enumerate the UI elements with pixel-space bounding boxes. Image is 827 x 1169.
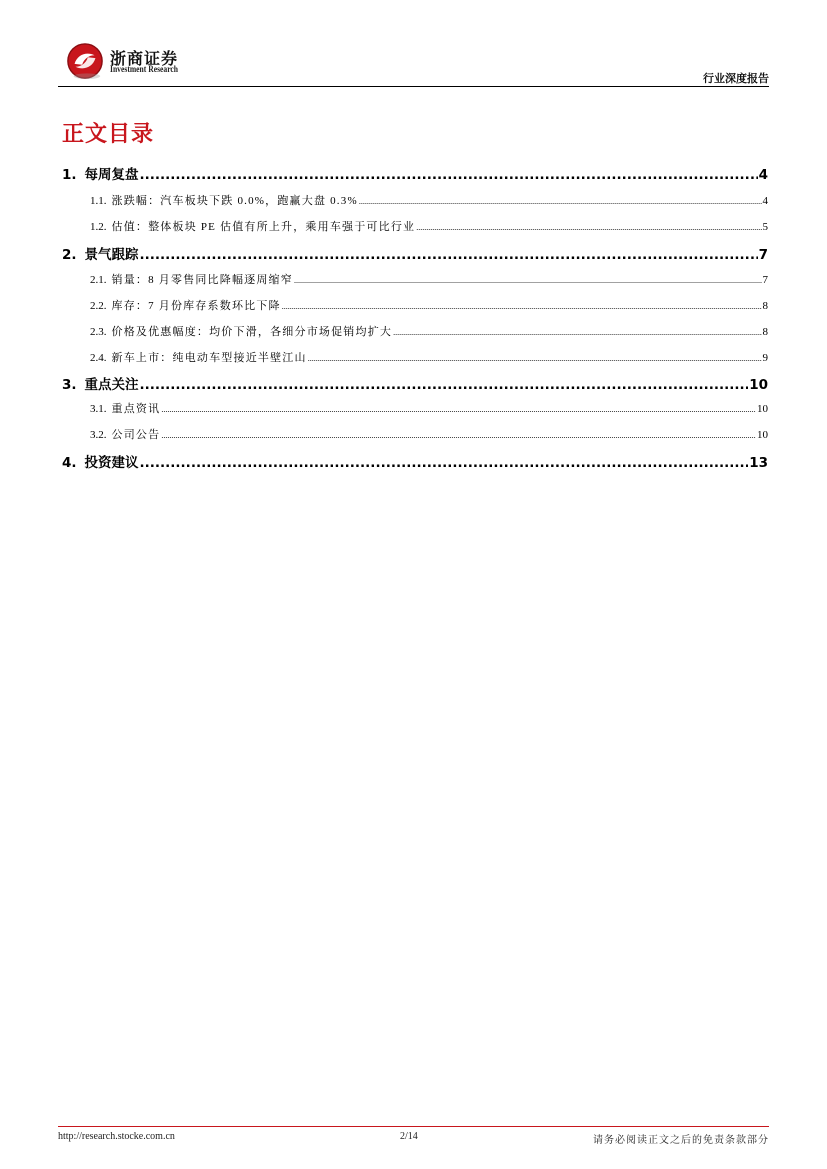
page-header [58, 36, 769, 88]
toc-text: 涨跌幅：汽车板块下跌 0.0%，跑赢大盘 0.3% [111, 195, 358, 207]
toc-entry-2-3[interactable] [62, 323, 768, 339]
toc-entry-3[interactable] [62, 373, 768, 393]
toc-entry-1-2[interactable] [62, 218, 768, 234]
brand-name-en: Investment Research [110, 65, 179, 75]
toc-leader [393, 326, 761, 338]
toc-leader [140, 377, 749, 393]
toc-text: 景气跟踪 [84, 247, 139, 263]
company-logo-icon [66, 42, 104, 80]
toc-page: 7 [762, 274, 768, 286]
toc-leader [140, 455, 749, 471]
footer-disclaimer-note: 请务必阅读正文之后的免责条款部分 [593, 1135, 769, 1146]
toc-entry-2[interactable] [62, 243, 768, 263]
toc-leader [161, 429, 756, 441]
toc-entry-1-1[interactable] [62, 192, 768, 208]
toc-page: 10 [757, 403, 768, 415]
toc-text: 公司公告 [111, 429, 161, 441]
toc-page: 4 [758, 167, 768, 183]
footer-url[interactable]: http://research.stocke.com.cn [58, 1131, 175, 1142]
toc-entry-3-1[interactable] [62, 400, 768, 416]
toc-number: 4. [62, 455, 77, 471]
toc-number: 3.1. [90, 403, 107, 415]
toc-entry-2-1[interactable] [62, 271, 768, 287]
document-type: 行业深度报告 [703, 72, 769, 85]
brand-name-cn: 浙商证券 [110, 49, 179, 68]
toc-leader [416, 221, 761, 233]
toc-entry-4[interactable] [62, 451, 768, 471]
toc-entry-2-4[interactable] [62, 349, 768, 365]
toc-page: 4 [762, 195, 768, 207]
toc-text: 每周复盘 [84, 167, 139, 183]
toc-title: 正文目录 [62, 122, 155, 147]
toc-entry-3-2[interactable] [62, 426, 768, 442]
toc-number: 1.1. [90, 195, 107, 207]
toc-page: 8 [762, 326, 768, 338]
toc-number: 2.1. [90, 274, 107, 286]
toc-page: 13 [749, 455, 768, 471]
toc-leader [359, 195, 762, 207]
toc-leader [161, 403, 756, 415]
toc-leader [294, 274, 762, 286]
toc-page: 9 [762, 352, 768, 364]
toc-text: 新车上市：纯电动车型接近半壁江山 [111, 352, 307, 364]
header-divider [58, 86, 769, 87]
toc-number: 2.4. [90, 352, 107, 364]
toc-leader [282, 300, 762, 312]
toc-page: 5 [762, 221, 768, 233]
toc-leader [140, 247, 758, 263]
toc-entry-2-2[interactable] [62, 297, 768, 313]
toc-number: 3.2. [90, 429, 107, 441]
toc-number: 1.2. [90, 221, 107, 233]
footer-page-number: 2/14 [400, 1131, 418, 1142]
toc-entry-1[interactable] [62, 163, 768, 183]
toc-text: 价格及优惠幅度：均价下滑，各细分市场促销均扩大 [111, 326, 393, 338]
toc-number: 1. [62, 167, 77, 183]
toc-leader [308, 352, 762, 364]
toc-text: 重点关注 [84, 377, 139, 393]
toc-number: 2.2. [90, 300, 107, 312]
toc-page: 7 [758, 247, 768, 263]
toc-number: 3. [62, 377, 77, 393]
toc-page: 10 [749, 377, 768, 393]
toc-text: 销量：8 月零售同比降幅逐周缩窄 [111, 274, 293, 286]
toc-number: 2. [62, 247, 77, 263]
toc-text: 估值：整体板块 PE 估值有所上升，乘用车强于可比行业 [111, 221, 416, 233]
toc-text: 库存：7 月份库存系数环比下降 [111, 300, 281, 312]
toc-number: 2.3. [90, 326, 107, 338]
toc-text: 重点资讯 [111, 403, 161, 415]
toc-page: 8 [762, 300, 768, 312]
toc-text: 投资建议 [84, 455, 139, 471]
footer-divider [58, 1126, 769, 1127]
toc-page: 10 [757, 429, 768, 441]
toc-leader [140, 167, 758, 183]
